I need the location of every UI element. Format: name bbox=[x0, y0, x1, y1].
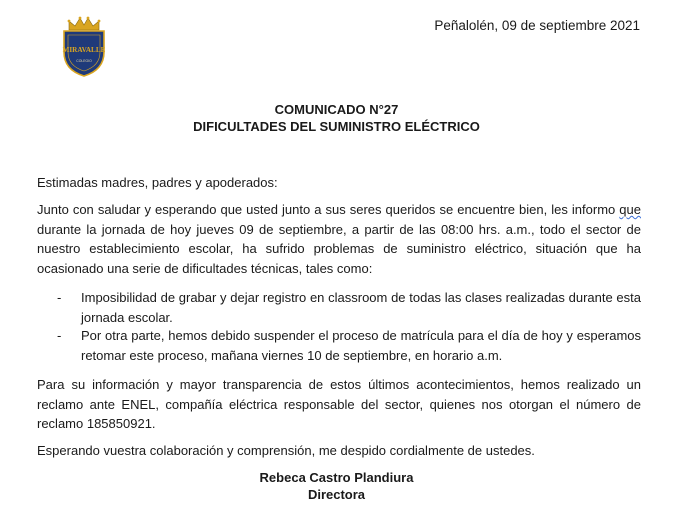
list-item bbox=[57, 326, 641, 365]
issue-list bbox=[57, 288, 641, 327]
school-crest-logo bbox=[60, 16, 108, 78]
communique-number: COMUNICADO N°27 bbox=[274, 102, 399, 117]
body-text-end: durante la jornada de hoy jueves 09 de septiembre, a partir de las 08:00 hrs. a.m., todo el sector de nuestro establecimiento escolar, ha sufrido problemas de suministro eléctrico, situación que ha ocasionado una serie de dificultades técnicas, tales como: bbox=[37, 221, 641, 276]
greeting: Estimadas madres, padres y apoderados: bbox=[37, 175, 278, 190]
signature-name: Rebeca Castro Plandiura bbox=[259, 470, 414, 485]
document-date: Peñalolén, 09 de septiembre 2021 bbox=[434, 18, 640, 33]
spellcheck-underlined-word: que bbox=[619, 202, 641, 217]
closing-paragraph: Esperando vuestra colaboración y comprensión, me despido cordialmente de ustedes. bbox=[37, 443, 535, 458]
info-paragraph: Para su información y mayor transparencia de estos últimos acontecimientos, hemos realizado un reclamo ante ENEL, compañía eléctrica responsable del sector, quienes nos otorgan el número de reclamo 185850921. bbox=[37, 377, 641, 431]
body-text-start: Junto con saludar y esperando que usted junto a sus seres queridos se encuentre bien, les informo bbox=[37, 202, 620, 217]
communique-subject: DIFICULTADES DEL SUMINISTRO ELÉCTRICO bbox=[193, 119, 480, 134]
signature-role: Directora bbox=[307, 487, 366, 502]
crest-sub-text: COLEGIO bbox=[76, 59, 92, 63]
list-item-text: Por otra parte, hemos debido suspender el proceso de matrícula para el día de hoy y esperamos retomar este proceso, mañana viernes 10 de septiembre, en horario a.m. bbox=[81, 328, 641, 363]
body-paragraph bbox=[37, 200, 641, 278]
dash-bullet: - bbox=[57, 290, 62, 305]
crest-name-text: MIRAVALLE bbox=[62, 46, 106, 54]
list-item bbox=[57, 288, 641, 327]
issue-list-continued bbox=[57, 326, 641, 365]
list-item-text: Imposibilidad de grabar y dejar registro en classroom de todas las clases realizadas durante esta jornada escolar. bbox=[81, 290, 641, 325]
dash-bullet: - bbox=[57, 328, 62, 343]
